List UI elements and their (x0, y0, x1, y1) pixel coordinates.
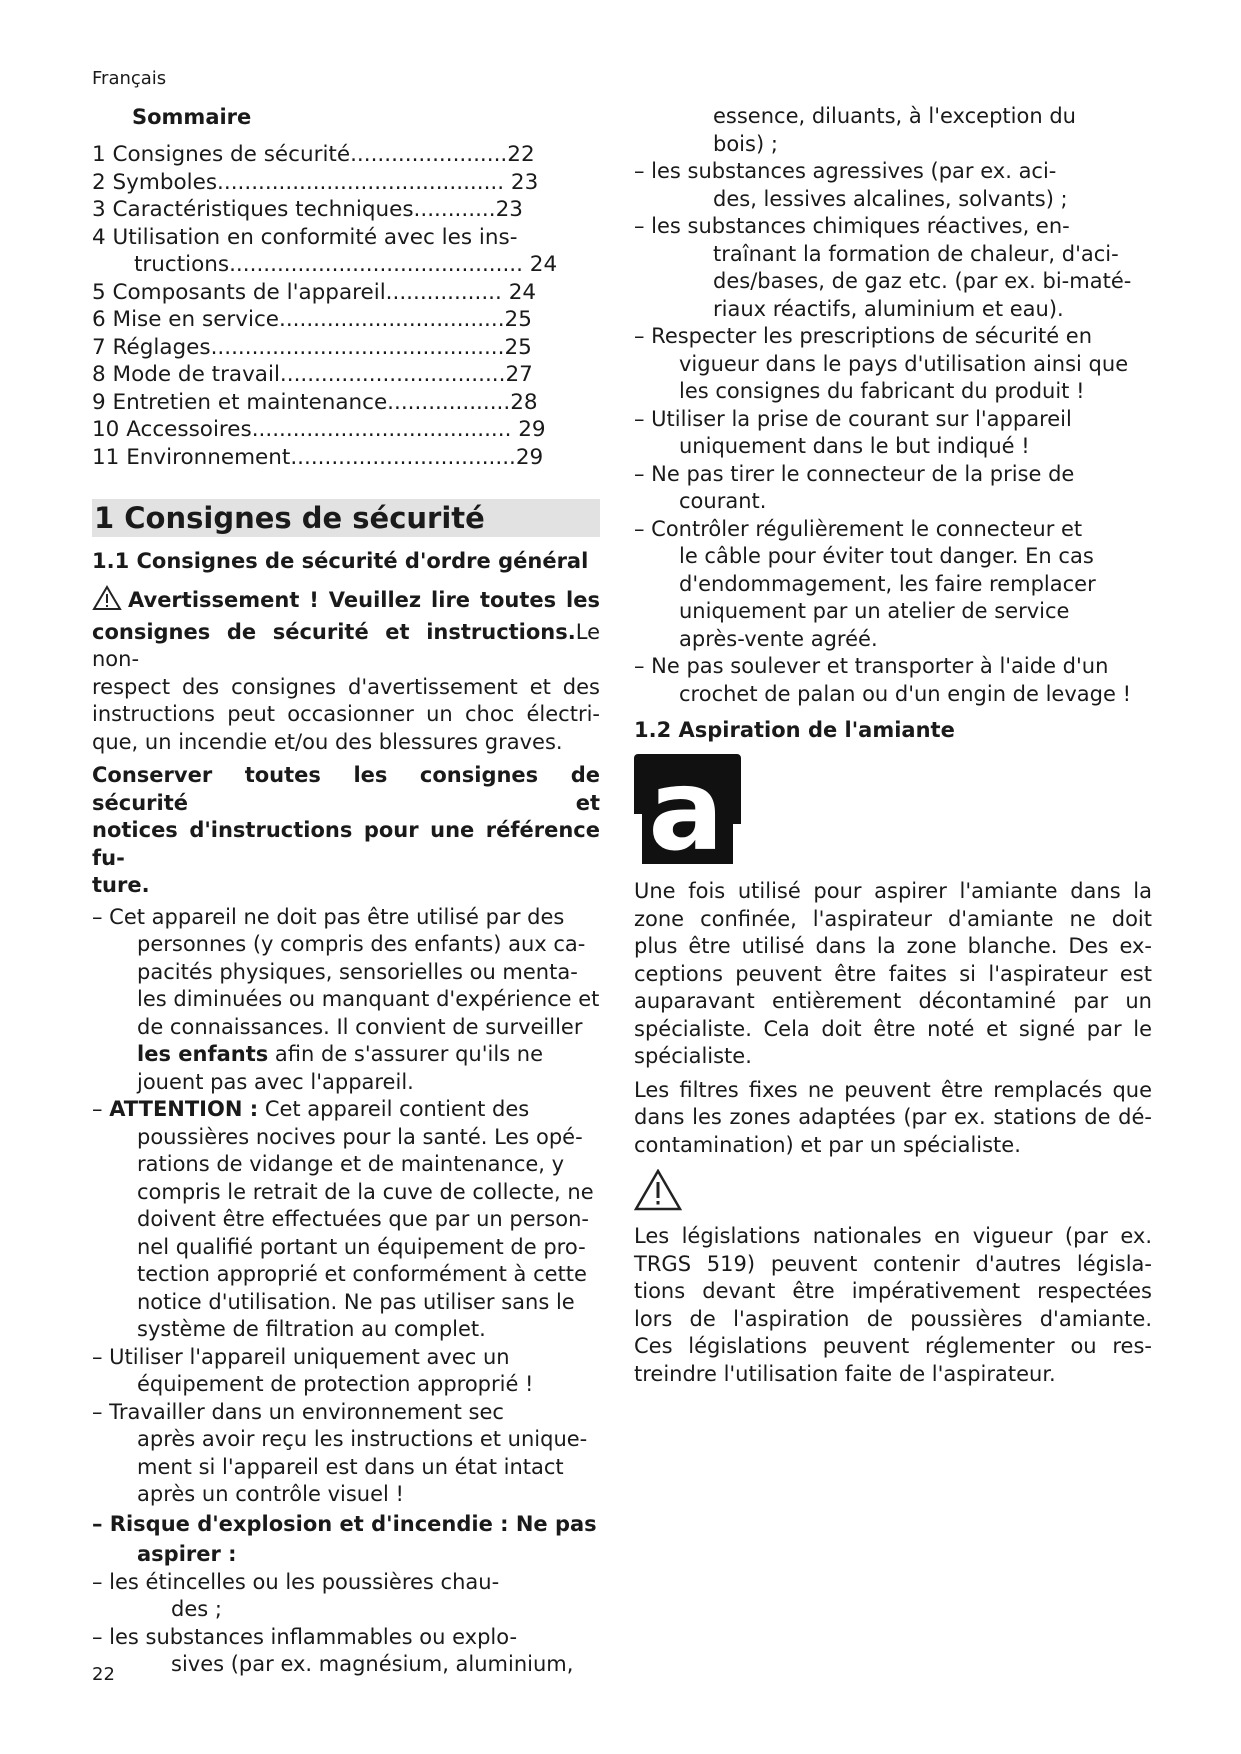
continued-text: bois) ; (713, 131, 778, 156)
page-number: 22 (92, 1664, 115, 1685)
bullet-item: – Ne pas tirer le connecteur de la prise de courant. (634, 461, 1075, 513)
bullet-item: – Utiliser la prise de courant sur l'appareil uniquement dans le but indiqué ! (634, 406, 1072, 458)
warning-bold: consignes de sécurité et instructions. (92, 619, 576, 644)
bullet-item: – les substances agressives (par ex. aci- des, lessives alcalines, solvants) ; (634, 159, 1068, 211)
language-label: Français (92, 68, 167, 89)
toc-entry[interactable]: 7 Réglages...........................................25 (92, 334, 532, 360)
warning-triangle-icon (92, 585, 122, 619)
section-heading: 1 Consignes de sécurité (92, 499, 600, 537)
conserve-notice: Conserver toutes les consignes de sécurité et notices d'instructions pour une référence fu- ture. (92, 763, 600, 897)
legislation-paragraph: Les législations nationales en vigueur (par ex. TRGS 519) peuvent contenir d'autres législa- tions devant être impérativement respectées lors de l'aspiration de poussières d'amiante. Ces législations peuvent réglementer ou res- treindre l'utilisation faite de l'aspirateur. (634, 1224, 1152, 1386)
bullet-item: – Risque d'explosion et d'incendie : Ne pas aspirer : (92, 1511, 597, 1566)
filter-paragraph: Les filtres fixes ne peuvent être remplacés que dans les zones adaptées (par ex. stations de dé- contamination) et par un spécialiste. (634, 1077, 1152, 1157)
toc-entry[interactable]: 8 Mode de travail.................................27 (92, 362, 533, 387)
subsection-heading: 1.1 Consignes de sécurité d'ordre général (92, 549, 589, 573)
subsection-heading: 1.2 Aspiration de l'amiante (634, 718, 955, 742)
warning-triangle-icon (634, 1169, 1152, 1215)
left-column (92, 103, 600, 1679)
bullet-item: – les substances chimiques réactives, en- traînant la formation de chaleur, d'aci- des/bases, de gaz etc. (par ex. bi-maté- riaux réactifs, aluminium et eau). (634, 214, 1132, 321)
table-of-contents (92, 141, 600, 471)
asbestos-symbol-icon (634, 754, 741, 864)
toc-entry[interactable]: 1 Consignes de sécurité.......................22 (92, 142, 535, 167)
toc-entry[interactable]: 11 Environnement.................................29 (92, 444, 544, 470)
asbestos-logo-letter: a (648, 754, 724, 864)
warning-text: Le non- (92, 619, 600, 671)
toc-entry[interactable]: 3 Caractéristiques techniques............23 (92, 197, 523, 222)
toc-entry[interactable]: tructions........................................... 24 (134, 252, 558, 277)
warning-bold: Avertissement ! Veuillez lire toutes les (128, 588, 600, 612)
bullet-item: – Utiliser l'appareil uniquement avec un équipement de protection approprié ! (92, 1344, 534, 1396)
warning-text: que, un incendie et/ou des blessures graves. (92, 729, 563, 754)
toc-entry[interactable]: 2 Symboles.......................................... 23 (92, 169, 539, 195)
toc-entry[interactable]: 10 Accessoires...................................... 29 (92, 417, 546, 442)
toc-entry[interactable]: 6 Mise en service.................................25 (92, 307, 532, 332)
warning-paragraph (92, 585, 600, 756)
toc-entry[interactable]: 4 Utilisation en conformité avec les ins- (92, 224, 518, 250)
warning-text: respect des consignes d'avertissement et des (92, 674, 600, 699)
asbestos-paragraph: Une fois utilisé pour aspirer l'amiante dans la zone confinée, l'aspirateur d'amiante ne doit plus être utilisé dans la zone blanche. Des ex- ceptions peuvent être faites si l'aspirateur est auparavant entièrement décontaminé par un spécialiste. Cela doit être noté et signé par le spécialiste. (634, 879, 1152, 1068)
bullet-item: – les étincelles ou les poussières chau- des ; (92, 1569, 500, 1621)
warning-text: instructions peut occasionner un choc électri- (92, 702, 600, 726)
toc-entry[interactable]: 9 Entretien et maintenance..................28 (92, 389, 538, 415)
continued-text: essence, diluants, à l'exception du (713, 104, 1076, 128)
bullet-item: – Respecter les prescriptions de sécurité en vigueur dans le pays d'utilisation ainsi que les consignes du fabricant du produit ! (634, 324, 1129, 403)
bullet-item: – ATTENTION : Cet appareil contient des poussières nocives pour la santé. Les opé- rations de vidange et de maintenance, y compris le retrait de la cuve de collecte, ne doivent être effectuées que par un person- nel qualifié portant un équipement de pro- tection approprié et conformément à cette notice d'utilisation. Ne pas utiliser sans le système de filtration au complet. (92, 1097, 594, 1341)
right-column (634, 103, 1152, 1388)
toc-title: Sommaire (132, 105, 252, 129)
bullet-item: – Contrôler régulièrement le connecteur et le câble pour éviter tout danger. En cas d'endommagement, les faire remplacer uniquement par un atelier de service après-vente agréé. (634, 516, 1096, 651)
toc-entry[interactable]: 5 Composants de l'appareil................. 24 (92, 279, 537, 305)
bullet-item: – Ne pas soulever et transporter à l'aide d'un crochet de palan ou d'un engin de levage ! (634, 654, 1131, 706)
bullet-item: – Cet appareil ne doit pas être utilisé par des personnes (y compris des enfants) aux ca- pacités physiques, sensorielles ou menta- les diminuées ou manquant d'expérience et de connaissances. Il convient de surveiller les enfants afin de s'assurer qu'ils ne jouent pas avec l'appareil. (92, 904, 600, 1094)
bullet-item: – les substances inflammables ou explo- sives (par ex. magnésium, aluminium, (92, 1624, 574, 1676)
bullet-item: – Travailler dans un environnement sec après avoir reçu les instructions et unique- ment si l'appareil est dans un état intact après un contrôle visuel ! (92, 1399, 588, 1506)
